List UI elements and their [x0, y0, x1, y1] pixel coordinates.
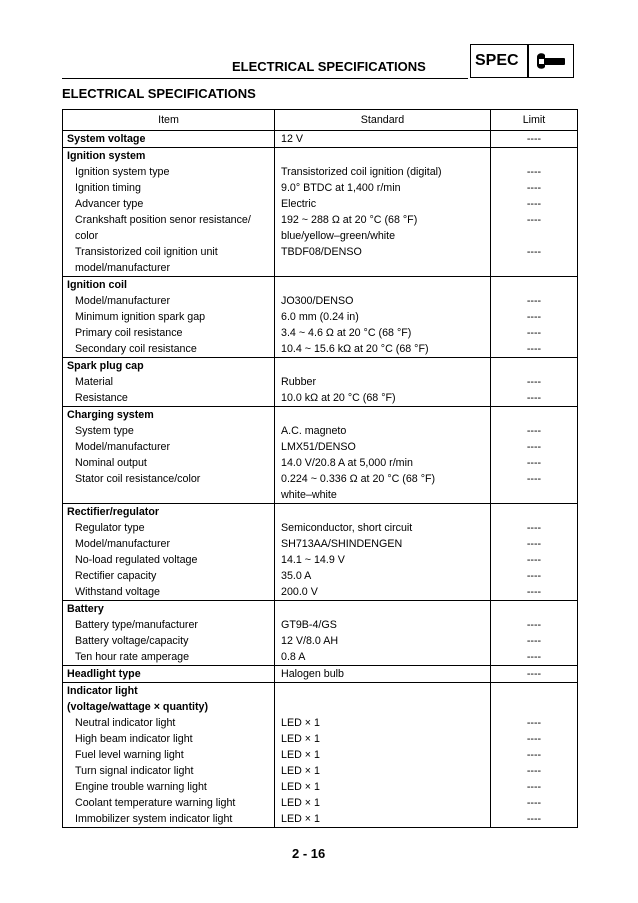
standard-cell: 35.0 A: [275, 568, 491, 584]
limit-cell: ----: [491, 520, 578, 536]
table-row: [63, 683, 578, 700]
table-row: [63, 277, 578, 294]
table-row: [63, 309, 578, 325]
table-row: [63, 471, 578, 487]
standard-cell: 9.0° BTDC at 1,400 r/min: [275, 180, 491, 196]
limit-cell: [491, 228, 578, 244]
item-cell: Coolant temperature warning light: [63, 795, 275, 811]
table-row: [63, 649, 578, 666]
wrench-icon: [534, 50, 568, 72]
limit-cell: ----: [491, 390, 578, 407]
standard-cell: 192 ~ 288 Ω at 20 °C (68 °F): [275, 212, 491, 228]
standard-cell: LED × 1: [275, 779, 491, 795]
item-cell: System voltage: [63, 131, 275, 148]
item-cell: System type: [63, 423, 275, 439]
limit-cell: [491, 487, 578, 504]
table-row: [63, 439, 578, 455]
item-cell: High beam indicator light: [63, 731, 275, 747]
limit-cell: [491, 504, 578, 521]
limit-cell: ----: [491, 212, 578, 228]
item-cell: Charging system: [63, 407, 275, 424]
limit-cell: ----: [491, 471, 578, 487]
item-cell: Spark plug cap: [63, 358, 275, 375]
standard-cell: Halogen bulb: [275, 666, 491, 683]
limit-cell: [491, 277, 578, 294]
standard-cell: LED × 1: [275, 795, 491, 811]
item-cell: Ignition coil: [63, 277, 275, 294]
item-cell: Indicator light: [63, 683, 275, 700]
item-cell: Battery voltage/capacity: [63, 633, 275, 649]
item-cell: Model/manufacturer: [63, 293, 275, 309]
limit-cell: ----: [491, 568, 578, 584]
item-cell: Minimum ignition spark gap: [63, 309, 275, 325]
standard-cell: white–white: [275, 487, 491, 504]
item-cell: Engine trouble warning light: [63, 779, 275, 795]
item-cell: Crankshaft position senor resistance/: [63, 212, 275, 228]
standard-cell: TBDF08/DENSO: [275, 244, 491, 260]
table-row: [63, 390, 578, 407]
table-row: [63, 293, 578, 309]
section-title: ELECTRICAL SPECIFICATIONS: [62, 86, 256, 101]
standard-cell: 14.0 V/20.8 A at 5,000 r/min: [275, 455, 491, 471]
table-row: [63, 148, 578, 165]
table-row: [63, 552, 578, 568]
standard-cell: Semiconductor, short circuit: [275, 520, 491, 536]
item-cell: No-load regulated voltage: [63, 552, 275, 568]
limit-cell: ----: [491, 731, 578, 747]
standard-cell: [275, 407, 491, 424]
item-cell: Ignition timing: [63, 180, 275, 196]
standard-cell: LMX51/DENSO: [275, 439, 491, 455]
limit-cell: ----: [491, 536, 578, 552]
limit-cell: ----: [491, 795, 578, 811]
table-header-row: [63, 110, 578, 131]
table-row: [63, 244, 578, 260]
spec-badge-label: SPEC: [475, 52, 519, 69]
limit-cell: ----: [491, 715, 578, 731]
spec-badge-divider: [527, 45, 529, 77]
standard-cell: LED × 1: [275, 747, 491, 763]
table-row: [63, 568, 578, 584]
standard-cell: 12 V/8.0 AH: [275, 633, 491, 649]
item-cell: Immobilizer system indicator light: [63, 811, 275, 828]
standard-cell: LED × 1: [275, 811, 491, 828]
limit-cell: ----: [491, 180, 578, 196]
page-number: 2 - 16: [292, 846, 326, 861]
item-cell: color: [63, 228, 275, 244]
limit-cell: ----: [491, 617, 578, 633]
column-header-limit: Limit: [491, 110, 578, 131]
electrical-spec-table: [62, 109, 578, 828]
item-cell: Ignition system: [63, 148, 275, 165]
standard-cell: 3.4 ~ 4.6 Ω at 20 °C (68 °F): [275, 325, 491, 341]
table-row: [63, 601, 578, 618]
item-cell: Withstand voltage: [63, 584, 275, 601]
table-row: [63, 212, 578, 228]
item-cell: model/manufacturer: [63, 260, 275, 277]
item-cell: Fuel level warning light: [63, 747, 275, 763]
item-cell: [63, 487, 275, 504]
table-row: [63, 666, 578, 683]
limit-cell: ----: [491, 374, 578, 390]
limit-cell: ----: [491, 666, 578, 683]
spec-badge: [470, 44, 574, 78]
standard-cell: [275, 504, 491, 521]
standard-cell: Electric: [275, 196, 491, 212]
limit-cell: ----: [491, 649, 578, 666]
limit-cell: [491, 683, 578, 700]
standard-cell: 6.0 mm (0.24 in): [275, 309, 491, 325]
standard-cell: 12 V: [275, 131, 491, 148]
limit-cell: ----: [491, 341, 578, 358]
item-cell: (voltage/wattage × quantity): [63, 699, 275, 715]
standard-cell: Rubber: [275, 374, 491, 390]
item-cell: Transistorized coil ignition unit: [63, 244, 275, 260]
table-row: [63, 260, 578, 277]
item-cell: Secondary coil resistance: [63, 341, 275, 358]
limit-cell: [491, 358, 578, 375]
table-row: [63, 747, 578, 763]
standard-cell: 200.0 V: [275, 584, 491, 601]
standard-cell: [275, 148, 491, 165]
table-row: [63, 536, 578, 552]
standard-cell: [275, 358, 491, 375]
item-cell: Stator coil resistance/color: [63, 471, 275, 487]
limit-cell: ----: [491, 779, 578, 795]
standard-cell: GT9B-4/GS: [275, 617, 491, 633]
item-cell: Advancer type: [63, 196, 275, 212]
table-row: [63, 520, 578, 536]
item-cell: Ten hour rate amperage: [63, 649, 275, 666]
standard-cell: A.C. magneto: [275, 423, 491, 439]
limit-cell: ----: [491, 455, 578, 471]
limit-cell: ----: [491, 439, 578, 455]
column-header-item: Item: [63, 110, 275, 131]
standard-cell: JO300/DENSO: [275, 293, 491, 309]
limit-cell: ----: [491, 244, 578, 260]
standard-cell: [275, 260, 491, 277]
limit-cell: ----: [491, 747, 578, 763]
standard-cell: LED × 1: [275, 731, 491, 747]
standard-cell: Transistorized coil ignition (digital): [275, 164, 491, 180]
standard-cell: [275, 277, 491, 294]
limit-cell: ----: [491, 552, 578, 568]
standard-cell: LED × 1: [275, 763, 491, 779]
table-row: [63, 633, 578, 649]
item-cell: Material: [63, 374, 275, 390]
table-row: [63, 423, 578, 439]
item-cell: Battery: [63, 601, 275, 618]
table-row: [63, 131, 578, 148]
limit-cell: ----: [491, 811, 578, 828]
limit-cell: [491, 699, 578, 715]
item-cell: Neutral indicator light: [63, 715, 275, 731]
table-row: [63, 164, 578, 180]
limit-cell: ----: [491, 196, 578, 212]
item-cell: Regulator type: [63, 520, 275, 536]
item-cell: Turn signal indicator light: [63, 763, 275, 779]
item-cell: Nominal output: [63, 455, 275, 471]
limit-cell: [491, 148, 578, 165]
limit-cell: ----: [491, 131, 578, 148]
table-row: [63, 487, 578, 504]
item-cell: Model/manufacturer: [63, 439, 275, 455]
limit-cell: ----: [491, 633, 578, 649]
limit-cell: ----: [491, 423, 578, 439]
item-cell: Model/manufacturer: [63, 536, 275, 552]
table-row: [63, 325, 578, 341]
table-row: [63, 341, 578, 358]
standard-cell: SH713AA/SHINDENGEN: [275, 536, 491, 552]
table-row: [63, 715, 578, 731]
table-row: [63, 811, 578, 828]
item-cell: Rectifier capacity: [63, 568, 275, 584]
table-row: [63, 374, 578, 390]
standard-cell: 0.8 A: [275, 649, 491, 666]
limit-cell: ----: [491, 164, 578, 180]
standard-cell: [275, 683, 491, 700]
item-cell: Ignition system type: [63, 164, 275, 180]
limit-cell: [491, 260, 578, 277]
limit-cell: ----: [491, 309, 578, 325]
standard-cell: 10.4 ~ 15.6 kΩ at 20 °C (68 °F): [275, 341, 491, 358]
table-row: [63, 779, 578, 795]
item-cell: Primary coil resistance: [63, 325, 275, 341]
header-title: ELECTRICAL SPECIFICATIONS: [232, 59, 426, 74]
standard-cell: 14.1 ~ 14.9 V: [275, 552, 491, 568]
table-row: [63, 196, 578, 212]
standard-cell: [275, 601, 491, 618]
table-row: [63, 617, 578, 633]
table-row: [63, 407, 578, 424]
item-cell: Resistance: [63, 390, 275, 407]
header-rule: [62, 78, 468, 79]
limit-cell: [491, 601, 578, 618]
table-row: [63, 731, 578, 747]
limit-cell: [491, 407, 578, 424]
table-row: [63, 584, 578, 601]
standard-cell: 10.0 kΩ at 20 °C (68 °F): [275, 390, 491, 407]
table-row: [63, 358, 578, 375]
standard-cell: LED × 1: [275, 715, 491, 731]
standard-cell: 0.224 ~ 0.336 Ω at 20 °C (68 °F): [275, 471, 491, 487]
limit-cell: ----: [491, 584, 578, 601]
column-header-standard: Standard: [275, 110, 491, 131]
table-row: [63, 180, 578, 196]
table-row: [63, 455, 578, 471]
item-cell: Battery type/manufacturer: [63, 617, 275, 633]
limit-cell: ----: [491, 293, 578, 309]
standard-cell: [275, 699, 491, 715]
limit-cell: ----: [491, 763, 578, 779]
table-body: [63, 131, 578, 828]
table-row: [63, 795, 578, 811]
table-row: [63, 763, 578, 779]
table-row: [63, 228, 578, 244]
standard-cell: blue/yellow–green/white: [275, 228, 491, 244]
table-row: [63, 699, 578, 715]
item-cell: Headlight type: [63, 666, 275, 683]
item-cell: Rectifier/regulator: [63, 504, 275, 521]
table-row: [63, 504, 578, 521]
limit-cell: ----: [491, 325, 578, 341]
